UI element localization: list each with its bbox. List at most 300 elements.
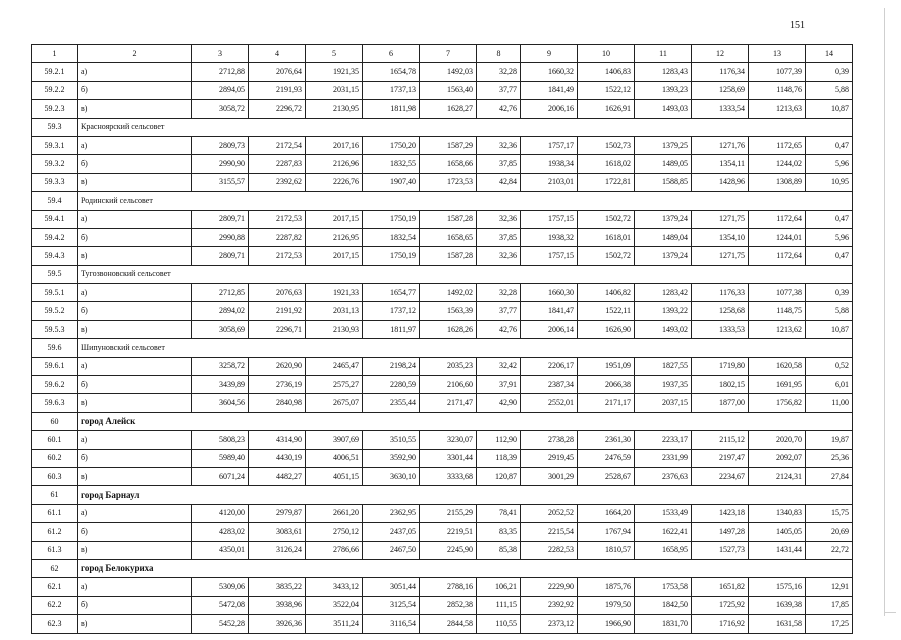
- value-cell: 3083,61: [249, 523, 306, 541]
- row-variant-cell: б): [78, 449, 192, 467]
- value-cell: 1244,02: [749, 155, 806, 173]
- value-cell: 2287,82: [249, 228, 306, 246]
- value-cell: 42,76: [477, 320, 521, 338]
- table-row: [32, 504, 853, 522]
- row-variant-cell: в): [78, 615, 192, 633]
- value-cell: 1691,95: [749, 376, 806, 394]
- value-cell: 2675,07: [306, 394, 363, 412]
- value-cell: 2465,47: [306, 357, 363, 375]
- value-cell: 5472,08: [192, 596, 249, 614]
- value-cell: 32,36: [477, 210, 521, 228]
- value-cell: 1340,83: [749, 504, 806, 522]
- value-cell: 1877,00: [692, 394, 749, 412]
- value-cell: 1756,82: [749, 394, 806, 412]
- row-variant-cell: в): [78, 247, 192, 265]
- value-cell: 32,42: [477, 357, 521, 375]
- value-cell: 2124,31: [749, 467, 806, 485]
- value-cell: 2894,02: [192, 302, 249, 320]
- column-number-cell: 10: [578, 45, 635, 63]
- value-cell: 1502,72: [578, 210, 635, 228]
- value-cell: 3001,29: [521, 467, 578, 485]
- value-cell: 1938,34: [521, 155, 578, 173]
- row-code-cell: 59.4.3: [32, 247, 78, 265]
- city-title: город Барнаул: [78, 486, 853, 504]
- value-cell: 1522,11: [578, 302, 635, 320]
- column-number-cell: 11: [635, 45, 692, 63]
- value-cell: 5309,06: [192, 578, 249, 596]
- value-cell: 1907,40: [363, 173, 420, 191]
- row-code-cell: 59.5: [32, 265, 78, 283]
- value-cell: 2066,38: [578, 376, 635, 394]
- page-edge-line: [884, 8, 885, 616]
- value-cell: 2575,27: [306, 376, 363, 394]
- table-row: [32, 376, 853, 394]
- value-cell: 2786,66: [306, 541, 363, 559]
- value-cell: 2172,53: [249, 247, 306, 265]
- city-title: город Алейск: [78, 412, 853, 430]
- value-cell: 1077,39: [749, 63, 806, 81]
- value-cell: 2006,16: [521, 100, 578, 118]
- value-cell: 10,95: [806, 173, 853, 191]
- page-number: 151: [790, 20, 805, 31]
- value-cell: 4120,00: [192, 504, 249, 522]
- value-cell: 2017,16: [306, 136, 363, 154]
- value-cell: 2219,51: [420, 523, 477, 541]
- value-cell: 1658,65: [420, 228, 477, 246]
- table-row: [32, 541, 853, 559]
- column-number-cell: 12: [692, 45, 749, 63]
- page-edge-tick: [884, 612, 896, 613]
- value-cell: 10,87: [806, 320, 853, 338]
- row-code-cell: 62.2: [32, 596, 78, 614]
- value-cell: 17,25: [806, 615, 853, 633]
- city-heading-row: [32, 412, 853, 430]
- value-cell: 1842,50: [635, 596, 692, 614]
- table-row: [32, 63, 853, 81]
- section-title: Красноярский сельсовет: [78, 118, 853, 136]
- value-cell: 1725,92: [692, 596, 749, 614]
- value-cell: 2387,34: [521, 376, 578, 394]
- value-cell: 2280,59: [363, 376, 420, 394]
- value-cell: 4051,15: [306, 467, 363, 485]
- column-number-cell: 2: [78, 45, 192, 63]
- value-cell: 1172,65: [749, 136, 806, 154]
- value-cell: 1176,34: [692, 63, 749, 81]
- value-cell: 1563,40: [420, 81, 477, 99]
- row-variant-cell: б): [78, 81, 192, 99]
- value-cell: 1651,82: [692, 578, 749, 596]
- value-cell: 1716,92: [692, 615, 749, 633]
- value-cell: 1757,17: [521, 136, 578, 154]
- value-cell: 2738,28: [521, 431, 578, 449]
- value-cell: 1379,24: [635, 247, 692, 265]
- table-row: [32, 320, 853, 338]
- value-cell: 2172,54: [249, 136, 306, 154]
- row-code-cell: 59.4: [32, 192, 78, 210]
- value-cell: 1737,13: [363, 81, 420, 99]
- value-cell: 37,85: [477, 228, 521, 246]
- value-cell: 1393,23: [635, 81, 692, 99]
- value-cell: 2809,73: [192, 136, 249, 154]
- row-variant-cell: а): [78, 284, 192, 302]
- section-heading-row: [32, 265, 853, 283]
- value-cell: 1283,43: [635, 63, 692, 81]
- value-cell: 2788,16: [420, 578, 477, 596]
- column-number-cell: 13: [749, 45, 806, 63]
- value-cell: 2919,45: [521, 449, 578, 467]
- value-cell: 1832,55: [363, 155, 420, 173]
- value-cell: 2844,58: [420, 615, 477, 633]
- value-cell: 12,91: [806, 578, 853, 596]
- value-cell: 0,47: [806, 136, 853, 154]
- value-cell: 2052,52: [521, 504, 578, 522]
- value-cell: 1244,01: [749, 228, 806, 246]
- value-cell: 120,87: [477, 467, 521, 485]
- row-code-cell: 59.5.2: [32, 302, 78, 320]
- value-cell: 1719,80: [692, 357, 749, 375]
- value-cell: 2392,92: [521, 596, 578, 614]
- value-cell: 0,52: [806, 357, 853, 375]
- value-cell: 1654,78: [363, 63, 420, 81]
- value-cell: 2331,99: [635, 449, 692, 467]
- value-cell: 2990,88: [192, 228, 249, 246]
- row-variant-cell: в): [78, 541, 192, 559]
- value-cell: 1827,55: [635, 357, 692, 375]
- value-cell: 5,88: [806, 302, 853, 320]
- value-cell: 2840,98: [249, 394, 306, 412]
- value-cell: 1393,22: [635, 302, 692, 320]
- value-cell: 2979,87: [249, 504, 306, 522]
- row-code-cell: 60.3: [32, 467, 78, 485]
- value-cell: 110,55: [477, 615, 521, 633]
- value-cell: 2362,95: [363, 504, 420, 522]
- value-cell: 2661,20: [306, 504, 363, 522]
- value-cell: 1271,76: [692, 136, 749, 154]
- row-code-cell: 59.4.1: [32, 210, 78, 228]
- value-cell: 3511,24: [306, 615, 363, 633]
- value-cell: 0,39: [806, 284, 853, 302]
- value-cell: 1979,50: [578, 596, 635, 614]
- value-cell: 3592,90: [363, 449, 420, 467]
- value-cell: 111,15: [477, 596, 521, 614]
- value-cell: 1811,97: [363, 320, 420, 338]
- row-variant-cell: а): [78, 136, 192, 154]
- value-cell: 1658,95: [635, 541, 692, 559]
- table-row: [32, 357, 853, 375]
- section-title: Тугозвоновский сельсовет: [78, 265, 853, 283]
- value-cell: 1271,75: [692, 210, 749, 228]
- value-cell: 2373,12: [521, 615, 578, 633]
- section-title: Шипуновский сельсовет: [78, 339, 853, 357]
- row-code-cell: 59.5.1: [32, 284, 78, 302]
- value-cell: 2712,88: [192, 63, 249, 81]
- row-code-cell: 59.5.3: [32, 320, 78, 338]
- value-cell: 2020,70: [749, 431, 806, 449]
- value-cell: 2103,01: [521, 173, 578, 191]
- tariff-table: [31, 44, 853, 634]
- row-code-cell: 59.4.2: [32, 228, 78, 246]
- section-heading-row: [32, 118, 853, 136]
- value-cell: 1622,41: [635, 523, 692, 541]
- value-cell: 1489,05: [635, 155, 692, 173]
- value-cell: 1841,49: [521, 81, 578, 99]
- value-cell: 2282,53: [521, 541, 578, 559]
- value-cell: 6071,24: [192, 467, 249, 485]
- value-cell: 1750,19: [363, 210, 420, 228]
- value-cell: 1489,04: [635, 228, 692, 246]
- row-code-cell: 59.3: [32, 118, 78, 136]
- value-cell: 4006,51: [306, 449, 363, 467]
- table-row: [32, 449, 853, 467]
- value-cell: 2990,90: [192, 155, 249, 173]
- row-code-cell: 59.2.3: [32, 100, 78, 118]
- table-row: [32, 394, 853, 412]
- row-variant-cell: в): [78, 173, 192, 191]
- value-cell: 106,21: [477, 578, 521, 596]
- value-cell: 3126,24: [249, 541, 306, 559]
- value-cell: 1406,83: [578, 63, 635, 81]
- value-cell: 3604,56: [192, 394, 249, 412]
- value-cell: 2198,24: [363, 357, 420, 375]
- value-cell: 1620,58: [749, 357, 806, 375]
- value-cell: 32,36: [477, 247, 521, 265]
- value-cell: 1587,28: [420, 210, 477, 228]
- value-cell: 1431,44: [749, 541, 806, 559]
- value-cell: 2809,71: [192, 247, 249, 265]
- value-cell: 1618,02: [578, 155, 635, 173]
- value-cell: 2171,47: [420, 394, 477, 412]
- city-heading-row: [32, 486, 853, 504]
- value-cell: 2126,96: [306, 155, 363, 173]
- value-cell: 2376,63: [635, 467, 692, 485]
- column-number-cell: 7: [420, 45, 477, 63]
- row-code-cell: 60.2: [32, 449, 78, 467]
- value-cell: 5,96: [806, 228, 853, 246]
- value-cell: 2171,17: [578, 394, 635, 412]
- value-cell: 1176,33: [692, 284, 749, 302]
- row-variant-cell: б): [78, 155, 192, 173]
- row-code-cell: 60.1: [32, 431, 78, 449]
- value-cell: 1951,09: [578, 357, 635, 375]
- value-cell: 2750,12: [306, 523, 363, 541]
- value-cell: 2126,95: [306, 228, 363, 246]
- value-cell: 2172,53: [249, 210, 306, 228]
- row-code-cell: 59.3.1: [32, 136, 78, 154]
- table-row: [32, 302, 853, 320]
- value-cell: 10,87: [806, 100, 853, 118]
- row-variant-cell: а): [78, 504, 192, 522]
- value-cell: 1938,32: [521, 228, 578, 246]
- value-cell: 1258,69: [692, 81, 749, 99]
- row-variant-cell: б): [78, 302, 192, 320]
- value-cell: 22,72: [806, 541, 853, 559]
- row-code-cell: 61: [32, 486, 78, 504]
- value-cell: 3258,72: [192, 357, 249, 375]
- value-cell: 32,28: [477, 284, 521, 302]
- row-code-cell: 62.1: [32, 578, 78, 596]
- value-cell: 1213,63: [749, 100, 806, 118]
- row-code-cell: 59.6.3: [32, 394, 78, 412]
- value-cell: 1654,77: [363, 284, 420, 302]
- value-cell: 1213,62: [749, 320, 806, 338]
- value-cell: 2130,95: [306, 100, 363, 118]
- value-cell: 78,41: [477, 504, 521, 522]
- value-cell: 1587,28: [420, 247, 477, 265]
- value-cell: 5,96: [806, 155, 853, 173]
- city-heading-row: [32, 559, 853, 577]
- value-cell: 11,00: [806, 394, 853, 412]
- value-cell: 2191,93: [249, 81, 306, 99]
- row-variant-cell: б): [78, 596, 192, 614]
- value-cell: 1618,01: [578, 228, 635, 246]
- row-variant-cell: в): [78, 100, 192, 118]
- value-cell: 1664,20: [578, 504, 635, 522]
- row-variant-cell: в): [78, 394, 192, 412]
- value-cell: 15,75: [806, 504, 853, 522]
- value-cell: 3907,69: [306, 431, 363, 449]
- row-code-cell: 59.6.1: [32, 357, 78, 375]
- value-cell: 2245,90: [420, 541, 477, 559]
- value-cell: 5452,28: [192, 615, 249, 633]
- value-cell: 1750,19: [363, 247, 420, 265]
- value-cell: 2031,13: [306, 302, 363, 320]
- value-cell: 1737,12: [363, 302, 420, 320]
- value-cell: 2106,60: [420, 376, 477, 394]
- row-code-cell: 61.1: [32, 504, 78, 522]
- value-cell: 1527,73: [692, 541, 749, 559]
- row-code-cell: 59.2.1: [32, 63, 78, 81]
- column-number-cell: 8: [477, 45, 521, 63]
- value-cell: 2355,44: [363, 394, 420, 412]
- value-cell: 2528,67: [578, 467, 635, 485]
- value-cell: 3835,22: [249, 578, 306, 596]
- value-cell: 2467,50: [363, 541, 420, 559]
- value-cell: 1753,58: [635, 578, 692, 596]
- value-cell: 1723,53: [420, 173, 477, 191]
- value-cell: 17,85: [806, 596, 853, 614]
- section-heading-row: [32, 192, 853, 210]
- value-cell: 3439,89: [192, 376, 249, 394]
- value-cell: 0,47: [806, 247, 853, 265]
- value-cell: 1379,24: [635, 210, 692, 228]
- value-cell: 19,87: [806, 431, 853, 449]
- value-cell: 1354,10: [692, 228, 749, 246]
- row-variant-cell: в): [78, 467, 192, 485]
- value-cell: 1522,12: [578, 81, 635, 99]
- value-cell: 3510,55: [363, 431, 420, 449]
- value-cell: 2437,05: [363, 523, 420, 541]
- value-cell: 1077,38: [749, 284, 806, 302]
- value-cell: 1497,28: [692, 523, 749, 541]
- table-row: [32, 100, 853, 118]
- value-cell: 2296,72: [249, 100, 306, 118]
- value-cell: 2296,71: [249, 320, 306, 338]
- value-cell: 2736,19: [249, 376, 306, 394]
- column-number-cell: 4: [249, 45, 306, 63]
- value-cell: 1626,90: [578, 320, 635, 338]
- value-cell: 2130,93: [306, 320, 363, 338]
- value-cell: 3051,44: [363, 578, 420, 596]
- value-cell: 2115,12: [692, 431, 749, 449]
- city-title: город Белокуриха: [78, 559, 853, 577]
- value-cell: 1271,75: [692, 247, 749, 265]
- value-cell: 2809,71: [192, 210, 249, 228]
- value-cell: 2206,17: [521, 357, 578, 375]
- value-cell: 2229,90: [521, 578, 578, 596]
- value-cell: 2076,64: [249, 63, 306, 81]
- value-cell: 20,69: [806, 523, 853, 541]
- row-variant-cell: а): [78, 578, 192, 596]
- value-cell: 4430,19: [249, 449, 306, 467]
- table-body: [32, 45, 853, 634]
- value-cell: 37,77: [477, 81, 521, 99]
- value-cell: 1639,38: [749, 596, 806, 614]
- table-row: [32, 596, 853, 614]
- value-cell: 2155,29: [420, 504, 477, 522]
- value-cell: 2226,76: [306, 173, 363, 191]
- row-variant-cell: в): [78, 320, 192, 338]
- value-cell: 4314,90: [249, 431, 306, 449]
- table-row: [32, 173, 853, 191]
- value-cell: 1660,30: [521, 284, 578, 302]
- value-cell: 25,36: [806, 449, 853, 467]
- value-cell: 83,35: [477, 523, 521, 541]
- value-cell: 32,28: [477, 63, 521, 81]
- column-number-cell: 1: [32, 45, 78, 63]
- value-cell: 1921,35: [306, 63, 363, 81]
- value-cell: 1811,98: [363, 100, 420, 118]
- table-row: [32, 431, 853, 449]
- value-cell: 6,01: [806, 376, 853, 394]
- row-code-cell: 59.2.2: [32, 81, 78, 99]
- value-cell: 37,85: [477, 155, 521, 173]
- value-cell: 1492,02: [420, 284, 477, 302]
- value-cell: 3522,04: [306, 596, 363, 614]
- value-cell: 42,90: [477, 394, 521, 412]
- value-cell: 1405,05: [749, 523, 806, 541]
- value-cell: 2006,14: [521, 320, 578, 338]
- value-cell: 1533,49: [635, 504, 692, 522]
- row-code-cell: 59.6: [32, 339, 78, 357]
- value-cell: 3058,69: [192, 320, 249, 338]
- value-cell: 1575,16: [749, 578, 806, 596]
- value-cell: 1172,64: [749, 247, 806, 265]
- value-cell: 1493,03: [635, 100, 692, 118]
- row-code-cell: 59.3.3: [32, 173, 78, 191]
- value-cell: 1832,54: [363, 228, 420, 246]
- value-cell: 3058,72: [192, 100, 249, 118]
- value-cell: 3333,68: [420, 467, 477, 485]
- value-cell: 3155,57: [192, 173, 249, 191]
- row-variant-cell: б): [78, 376, 192, 394]
- value-cell: 2076,63: [249, 284, 306, 302]
- value-cell: 1831,70: [635, 615, 692, 633]
- section-title: Родинский сельсовет: [78, 192, 853, 210]
- value-cell: 37,77: [477, 302, 521, 320]
- value-cell: 2392,62: [249, 173, 306, 191]
- value-cell: 3301,44: [420, 449, 477, 467]
- value-cell: 5989,40: [192, 449, 249, 467]
- value-cell: 1333,54: [692, 100, 749, 118]
- value-cell: 5808,23: [192, 431, 249, 449]
- column-number-cell: 5: [306, 45, 363, 63]
- value-cell: 2017,15: [306, 210, 363, 228]
- value-cell: 4350,01: [192, 541, 249, 559]
- value-cell: 1354,11: [692, 155, 749, 173]
- value-cell: 118,39: [477, 449, 521, 467]
- value-cell: 1502,73: [578, 136, 635, 154]
- section-heading-row: [32, 339, 853, 357]
